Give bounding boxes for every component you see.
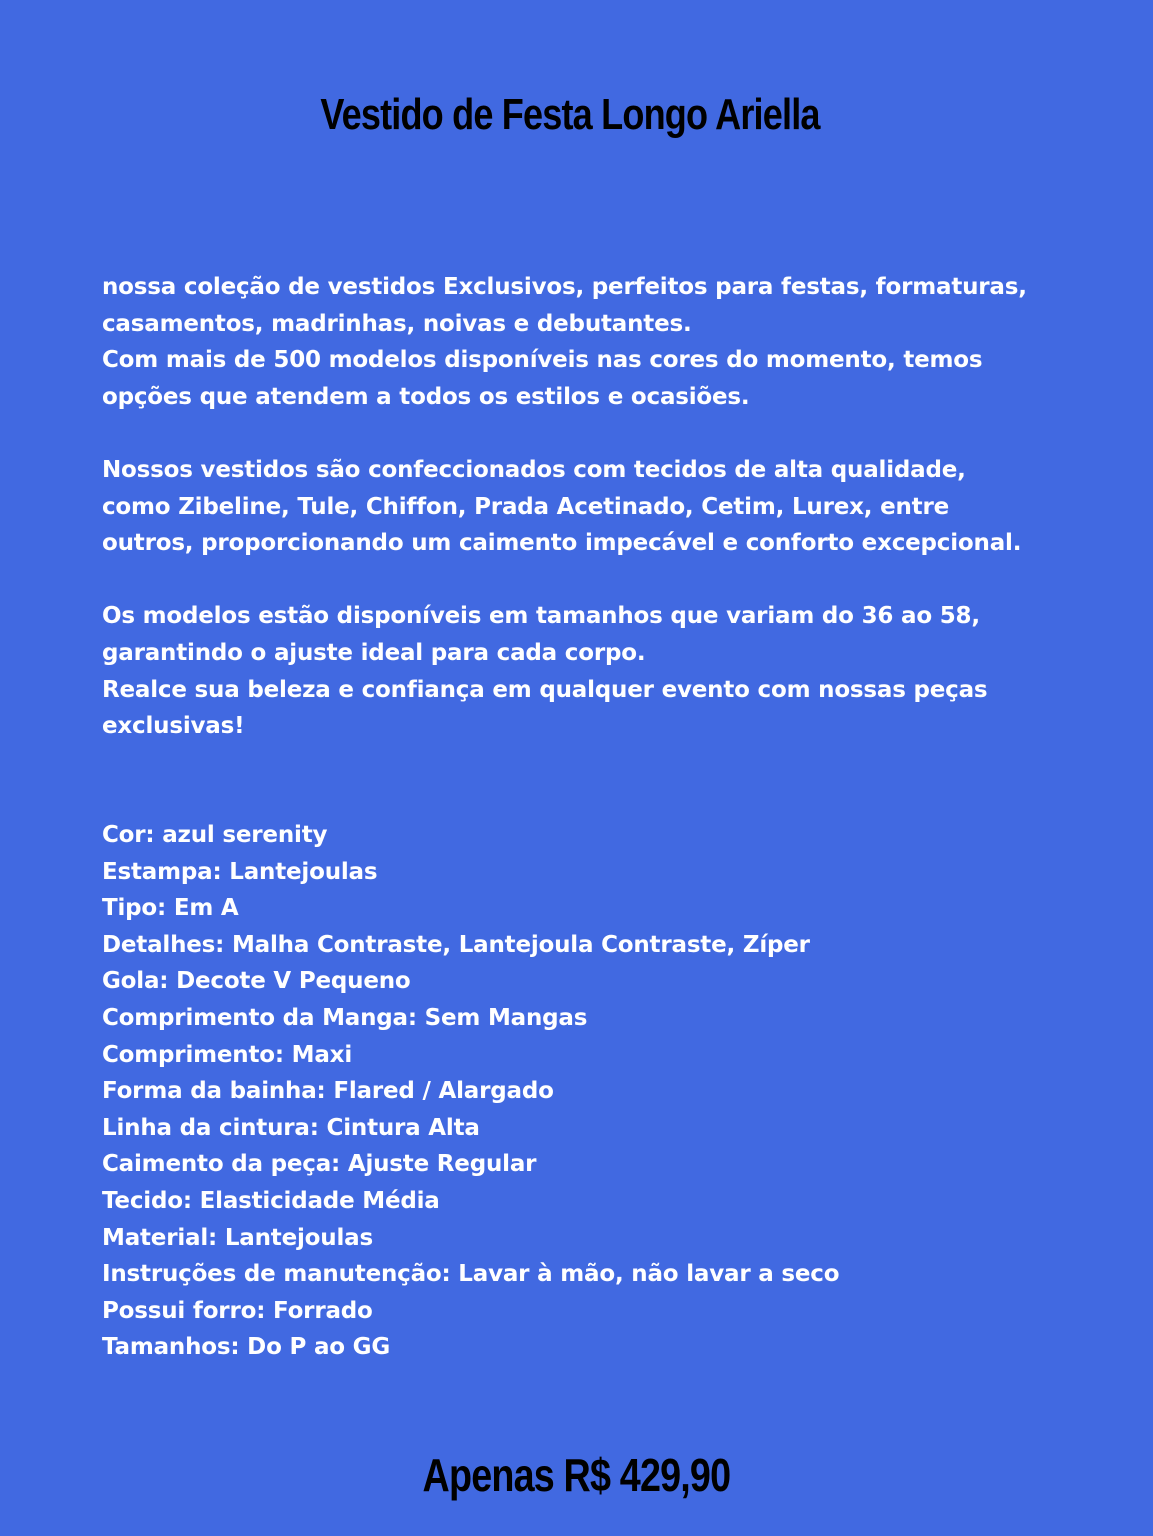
product-specs-list: [102, 817, 1062, 1366]
spec-waistline: Linha da cintura: Cintura Alta: [102, 1114, 480, 1141]
description-line: exclusivas!: [102, 713, 245, 740]
spec-details: Detalhes: Malha Contraste, Lantejoula Contraste, Zíper: [102, 931, 810, 958]
product-description: [102, 269, 1082, 745]
description-line: Os modelos estão disponíveis em tamanhos que variam do 36 ao 58,: [102, 603, 980, 630]
product-price: Apenas R$ 429,90: [422, 1449, 731, 1501]
description-line: outros, proporcionando um caimento impecável e conforto excepcional.: [102, 530, 1022, 557]
description-line: Nossos vestidos são confeccionados com tecidos de alta qualidade,: [102, 456, 966, 483]
spec-fabric: Tecido: Elasticidade Média: [102, 1187, 440, 1214]
product-title: Vestido de Festa Longo Ariella: [320, 90, 820, 139]
spec-neckline: Gola: Decote V Pequeno: [102, 968, 411, 995]
description-paragraph-2: [102, 452, 1082, 562]
spec-care-instructions: Instruções de manutenção: Lavar à mão, não lavar a seco: [102, 1261, 840, 1288]
description-paragraph-1: [102, 269, 1082, 415]
spec-type: Tipo: Em A: [102, 895, 239, 922]
spec-color: Cor: azul serenity: [102, 822, 328, 848]
spec-material: Material: Lantejoulas: [102, 1224, 373, 1251]
spec-lining: Possui forro: Forrado: [102, 1297, 373, 1324]
spec-length: Comprimento: Maxi: [102, 1041, 353, 1068]
description-line: nossa coleção de vestidos Exclusivos, perfeitos para festas, formaturas,: [102, 274, 1027, 300]
description-line: garantindo o ajuste ideal para cada corpo.: [102, 639, 646, 666]
description-line: como Zibeline, Tule, Chiffon, Prada Acetinado, Cetim, Lurex, entre: [102, 493, 950, 520]
paragraph-spacer: [102, 562, 1082, 599]
description-line: casamentos, madrinhas, noivas e debutantes.: [102, 310, 692, 337]
paragraph-spacer: [102, 415, 1082, 452]
spec-print: Estampa: Lantejoulas: [102, 858, 378, 885]
spec-sizes: Tamanhos: Do P ao GG: [102, 1334, 391, 1361]
description-line: Realce sua beleza e confiança em qualquer evento com nossas peças: [102, 676, 988, 703]
description-line: Com mais de 500 modelos disponíveis nas cores do momento, temos: [102, 347, 983, 374]
spec-fit: Caimento da peça: Ajuste Regular: [102, 1151, 537, 1178]
spec-hem-shape: Forma da bainha: Flared / Alargado: [102, 1078, 554, 1105]
description-line: opções que atendem a todos os estilos e ocasiões.: [102, 383, 750, 410]
spec-sleeve-length: Comprimento da Manga: Sem Mangas: [102, 1004, 588, 1031]
description-paragraph-3: [102, 598, 1082, 744]
